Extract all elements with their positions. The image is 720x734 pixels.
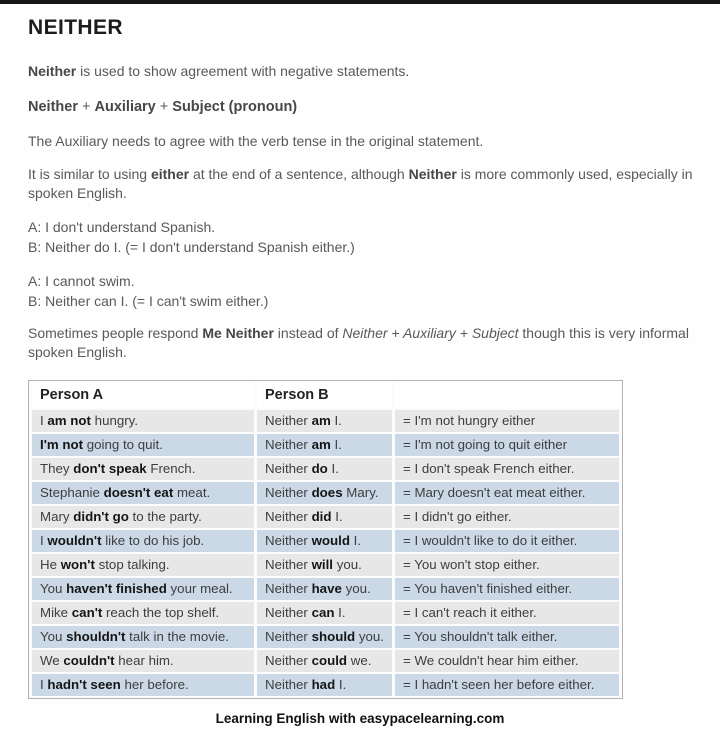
text-segment: did <box>311 509 332 524</box>
dialogue-line-b: B: Neither can I. (= I can't swim either.) <box>28 293 269 309</box>
text-segment: = We couldn't hear him either. <box>402 653 579 668</box>
table-cell <box>257 578 392 600</box>
text-segment: = You haven't finished either. <box>402 581 573 596</box>
text-segment: either <box>150 166 190 182</box>
text-segment: Stephanie <box>40 485 104 500</box>
text-segment: Neither <box>28 99 78 115</box>
text-segment: I <box>40 413 48 428</box>
text-segment: It is similar to using <box>28 166 151 182</box>
text-segment: talk in the movie. <box>125 629 229 644</box>
text-segment: = I don't speak French either. <box>402 461 575 476</box>
table-cell <box>395 674 619 696</box>
table-cell <box>395 650 619 672</box>
text-segment: would <box>311 533 350 548</box>
formula-line <box>28 98 696 117</box>
text-segment: Mike <box>40 605 72 620</box>
text-segment: you. <box>355 629 384 644</box>
table-cell <box>32 482 254 504</box>
table-cell <box>32 410 254 432</box>
text-segment: = You shouldn't talk either. <box>402 629 558 644</box>
table-cell <box>395 458 619 480</box>
text-segment: am <box>311 413 331 428</box>
text-segment: I. <box>330 437 342 452</box>
text-segment: haven't finished <box>66 581 167 596</box>
table-cell <box>32 674 254 696</box>
table-cell <box>32 650 254 672</box>
footer-credit: Learning English with easypacelearning.com <box>215 711 505 726</box>
paragraph-agreement <box>28 62 696 81</box>
text-segment: I <box>40 677 48 692</box>
text-segment: You <box>40 629 67 644</box>
col-header-person-b: Person B <box>257 383 392 408</box>
text-segment: He <box>40 557 61 572</box>
table-cell <box>395 434 619 456</box>
table-cell <box>32 578 254 600</box>
table-row <box>32 554 619 576</box>
table-cell <box>257 650 392 672</box>
dialogue-line-a: A: I don't understand Spanish. <box>28 219 216 235</box>
paragraph-auxiliary-note <box>28 132 696 151</box>
text-segment: had <box>311 677 336 692</box>
text-segment: won't <box>60 557 95 572</box>
text-segment: we. <box>347 653 372 668</box>
table-cell <box>257 410 392 432</box>
table-row <box>32 434 619 456</box>
text-segment: will <box>311 557 333 572</box>
dialogue-line-b: B: Neither do I. (= I don't understand Spanish either.) <box>28 239 355 255</box>
text-segment: have <box>311 581 342 596</box>
text-segment: Neither <box>265 533 312 548</box>
text-segment: your meal. <box>166 581 233 596</box>
text-segment: wouldn't <box>47 533 102 548</box>
table-cell <box>257 506 392 528</box>
text-segment: Neither <box>265 677 312 692</box>
text-segment: Sometimes people respond <box>28 325 203 341</box>
table-cell <box>257 674 392 696</box>
text-segment: doesn't eat <box>103 485 174 500</box>
table-row <box>32 650 619 672</box>
table-cell <box>257 530 392 552</box>
table-cell <box>257 602 392 624</box>
text-segment: + <box>77 99 95 115</box>
text-segment: + <box>155 99 173 115</box>
table-row <box>32 410 619 432</box>
text-segment: does <box>311 485 343 500</box>
text-segment: I. <box>335 677 347 692</box>
table-cell <box>32 554 254 576</box>
text-segment: stop talking. <box>94 557 170 572</box>
text-segment: The Auxiliary needs to agree with the verb tense in the original statement. <box>28 133 484 149</box>
table-row <box>32 506 619 528</box>
table-row <box>32 458 619 480</box>
table-cell <box>257 458 392 480</box>
table-cell <box>395 482 619 504</box>
text-segment: Mary. <box>342 485 379 500</box>
text-segment: Neither <box>265 605 312 620</box>
text-segment: I. <box>330 413 342 428</box>
text-segment: Neither <box>265 653 312 668</box>
text-segment: to the party. <box>128 509 202 524</box>
table-cell <box>32 458 254 480</box>
text-segment: I <box>40 533 48 548</box>
text-segment: French. <box>146 461 196 476</box>
text-segment: at the end of a sentence, although <box>189 166 409 182</box>
text-segment: Neither + Auxiliary + Subject <box>342 325 519 341</box>
text-segment: We <box>40 653 64 668</box>
paragraph-me-neither-note <box>28 324 696 362</box>
text-segment: Subject (pronoun) <box>172 99 298 115</box>
text-segment: going to quit. <box>83 437 163 452</box>
text-segment: I. <box>331 509 343 524</box>
text-segment: instead of <box>273 325 343 341</box>
text-segment: Neither <box>265 461 312 476</box>
text-segment: Neither <box>265 437 312 452</box>
text-segment: Neither <box>265 629 312 644</box>
top-border-bar <box>0 0 720 4</box>
table-cell <box>395 626 619 648</box>
text-segment: I. <box>334 605 346 620</box>
text-segment: Neither <box>265 557 312 572</box>
table-row <box>32 674 619 696</box>
table-cell <box>32 434 254 456</box>
table-cell <box>395 578 619 600</box>
table-row <box>32 530 619 552</box>
text-segment: I. <box>327 461 339 476</box>
table-cell <box>257 554 392 576</box>
neither-examples-table <box>28 380 623 699</box>
text-segment: Neither <box>265 413 312 428</box>
text-segment: Auxiliary <box>94 99 156 115</box>
text-segment: hadn't seen <box>47 677 121 692</box>
table-cell <box>395 506 619 528</box>
table-cell <box>395 410 619 432</box>
text-segment: Neither <box>408 166 457 182</box>
table-cell <box>32 602 254 624</box>
text-segment: could <box>311 653 348 668</box>
text-segment: am <box>311 437 331 452</box>
text-segment: Mary <box>40 509 74 524</box>
text-segment: Neither <box>28 63 77 79</box>
text-segment: can <box>311 605 335 620</box>
text-segment: do <box>311 461 328 476</box>
text-segment: am not <box>47 413 91 428</box>
text-segment: Neither <box>265 485 312 500</box>
table-cell <box>395 554 619 576</box>
text-segment: is used to show agreement with negative statements. <box>76 63 410 79</box>
table-cell <box>32 506 254 528</box>
text-segment: I. <box>349 533 362 548</box>
text-segment: = I wouldn't like to do it either. <box>402 533 578 548</box>
text-segment: You <box>40 581 67 596</box>
text-segment: hungry. <box>90 413 139 428</box>
table-cell <box>32 626 254 648</box>
document-body <box>0 16 720 699</box>
text-segment: Neither <box>265 509 312 524</box>
text-segment: like to do his job. <box>101 533 205 548</box>
text-segment: = I didn't go either. <box>402 509 512 524</box>
text-segment: don't speak <box>73 461 147 476</box>
text-segment: you. <box>341 581 371 596</box>
table-row <box>32 482 619 504</box>
text-segment: Neither <box>265 581 312 596</box>
table-body <box>32 410 619 696</box>
dialogue-line-a: A: I cannot swim. <box>28 273 135 289</box>
text-segment: I'm not <box>40 437 84 452</box>
text-segment: should <box>311 629 356 644</box>
table-cell <box>32 530 254 552</box>
paragraph-similar-note <box>28 165 696 203</box>
text-segment: though this is very informal spoken English. <box>28 325 689 360</box>
table-cell <box>395 530 619 552</box>
text-segment: her before. <box>120 677 189 692</box>
table-row <box>32 602 619 624</box>
text-segment: shouldn't <box>66 629 126 644</box>
text-segment: = Mary doesn't eat meat either. <box>402 485 586 500</box>
table-cell <box>257 434 392 456</box>
page-title: NEITHER <box>28 16 123 39</box>
text-segment: meat. <box>173 485 211 500</box>
table-cell <box>257 626 392 648</box>
text-segment: = I hadn't seen her before either. <box>402 677 595 692</box>
table-row <box>32 626 619 648</box>
table-header-row <box>32 383 619 408</box>
text-segment: hear him. <box>114 653 174 668</box>
text-segment: you. <box>333 557 362 572</box>
example-dialogue-1 <box>28 217 696 257</box>
text-segment: = You won't stop either. <box>402 557 540 572</box>
text-segment: reach the top shelf. <box>102 605 220 620</box>
text-segment: = I'm not hungry either <box>402 413 536 428</box>
text-segment: = I can't reach it either. <box>402 605 537 620</box>
text-segment: Me Neither <box>202 325 274 341</box>
table-cell <box>257 482 392 504</box>
table-row <box>32 578 619 600</box>
col-header-equivalent <box>395 383 619 408</box>
table-cell <box>395 602 619 624</box>
text-segment: = I'm not going to quit either <box>402 437 568 452</box>
text-segment: couldn't <box>63 653 115 668</box>
example-dialogue-2 <box>28 271 696 311</box>
text-segment: They <box>40 461 74 476</box>
text-segment: is more commonly used, especially in spoken English. <box>28 166 693 201</box>
col-header-person-a: Person A <box>32 383 254 408</box>
text-segment: didn't go <box>73 509 129 524</box>
text-segment: can't <box>71 605 103 620</box>
